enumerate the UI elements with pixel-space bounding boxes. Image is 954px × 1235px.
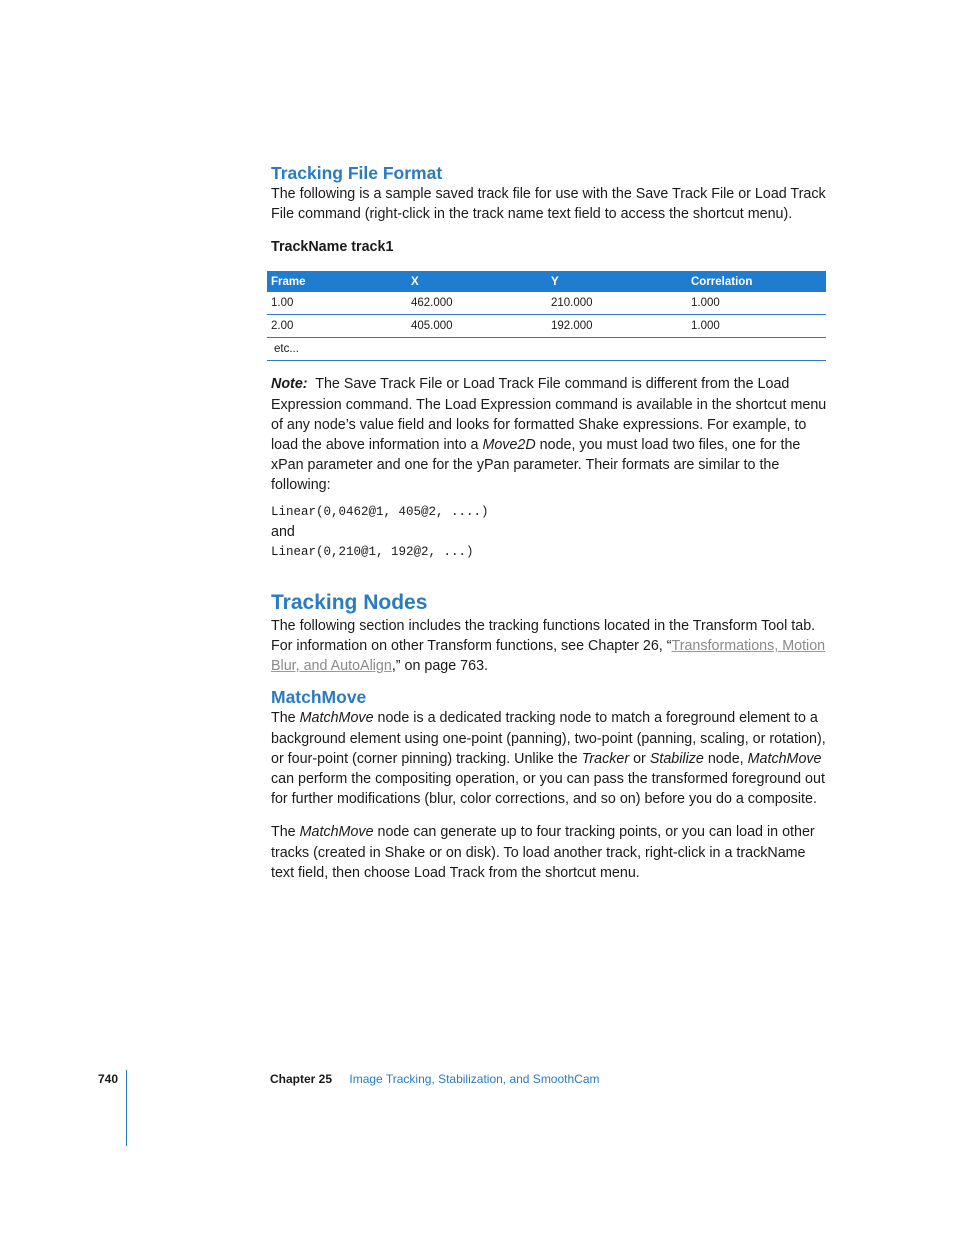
trackname-label: TrackName track1 xyxy=(271,239,394,256)
cell-x: 462.000 xyxy=(407,292,547,315)
header-frame: Frame xyxy=(267,271,407,292)
cell-correlation: 1.000 xyxy=(687,315,826,338)
chapter-title: Image Tracking, Stabilization, and SmoothCam xyxy=(349,1072,600,1086)
node-name: Stabilize xyxy=(649,750,704,767)
text-run: The xyxy=(271,824,296,841)
note-node-name: Move2D xyxy=(482,437,536,454)
node-name: MatchMove xyxy=(299,824,374,841)
track-table xyxy=(267,271,826,361)
text-run: The xyxy=(271,710,296,727)
tracking-nodes-text-1: The following section includes the tracking functions located in the Transform Tool tab. For information on other Transform functions, see Chapter 26, “ xyxy=(271,617,816,655)
cell-x: 405.000 xyxy=(407,315,547,338)
cell-y: 210.000 xyxy=(547,292,687,315)
intro-paragraph: The following is a sample saved track file for use with the Save Track File or Load Track File command (right-click in the track name text field to access the shortcut menu). xyxy=(271,186,826,223)
page-number: 740 xyxy=(98,1072,119,1086)
cell-etc: etc... xyxy=(267,338,826,361)
text-run: or xyxy=(633,750,646,767)
text-run: node, xyxy=(707,750,744,767)
table-header-row xyxy=(267,271,826,292)
table-row xyxy=(267,315,826,338)
code-sample-xpan: Linear(0,0462@1, 405@2, ....) xyxy=(271,504,489,519)
note-label: Note: xyxy=(271,376,308,393)
and-text: and xyxy=(271,523,295,540)
section-heading-tracking-file-format: Tracking File Format xyxy=(271,163,443,183)
matchmove-paragraph-2 xyxy=(271,822,827,883)
page-content xyxy=(271,162,827,883)
section-heading-tracking-nodes: Tracking Nodes xyxy=(271,590,428,614)
node-name: Tracker xyxy=(581,750,630,767)
note-text-2: node, you must load two files, one for the xPan parameter and one for the yPan parameter. Their formats are similar to the following: xyxy=(271,437,801,494)
section-heading-matchmove: MatchMove xyxy=(271,687,367,708)
text-run: node can generate up to four tracking points, or you can load in other tracks (created in Shake or on disk). To load another track, right-click in a trackName text field, then choose Load Track from the shortcut menu. xyxy=(271,824,815,881)
chapter-label: Chapter 25 xyxy=(270,1072,333,1086)
tracking-nodes-text-2: ,” on page 763. xyxy=(391,658,489,675)
matchmove-paragraph-1 xyxy=(271,708,827,809)
header-x: X xyxy=(407,271,547,292)
text-run: node is a dedicated tracking node to match a foreground element to a background element using one-point (panning), two-point (panning, scaling, or rotation), or four-point (corner pinning) tracking. Unlike the xyxy=(271,710,826,767)
cell-frame: 1.00 xyxy=(267,292,407,315)
table-row-etc xyxy=(267,338,826,361)
tracking-nodes-paragraph xyxy=(271,616,827,677)
chapter-26-link[interactable]: Transformations, Motion Blur, and AutoAlign xyxy=(271,638,826,675)
note-text-1: The Save Track File or Load Track File command is different from the Load Expression command. The Load Expression command is available in the shortcut menu of any node’s value field and looks for formatted Shake expressions. For example, to load the above information into a xyxy=(271,376,827,454)
code-sample-ypan: Linear(0,210@1, 192@2, ...) xyxy=(271,544,474,559)
cell-y: 192.000 xyxy=(547,315,687,338)
cell-correlation: 1.000 xyxy=(687,292,826,315)
note-paragraph xyxy=(271,374,827,495)
text-run: can perform the compositing operation, or you can pass the transformed foreground out for further modifications (blur, color corrections, and so on) before you do a composite. xyxy=(271,771,825,808)
header-correlation: Correlation xyxy=(687,271,826,292)
node-name: MatchMove xyxy=(747,750,822,767)
header-y: Y xyxy=(547,271,687,292)
table-row xyxy=(267,292,826,315)
footer-chapter xyxy=(270,1072,600,1086)
footer-divider xyxy=(126,1070,127,1146)
cell-frame: 2.00 xyxy=(267,315,407,338)
node-name: MatchMove xyxy=(299,710,374,727)
